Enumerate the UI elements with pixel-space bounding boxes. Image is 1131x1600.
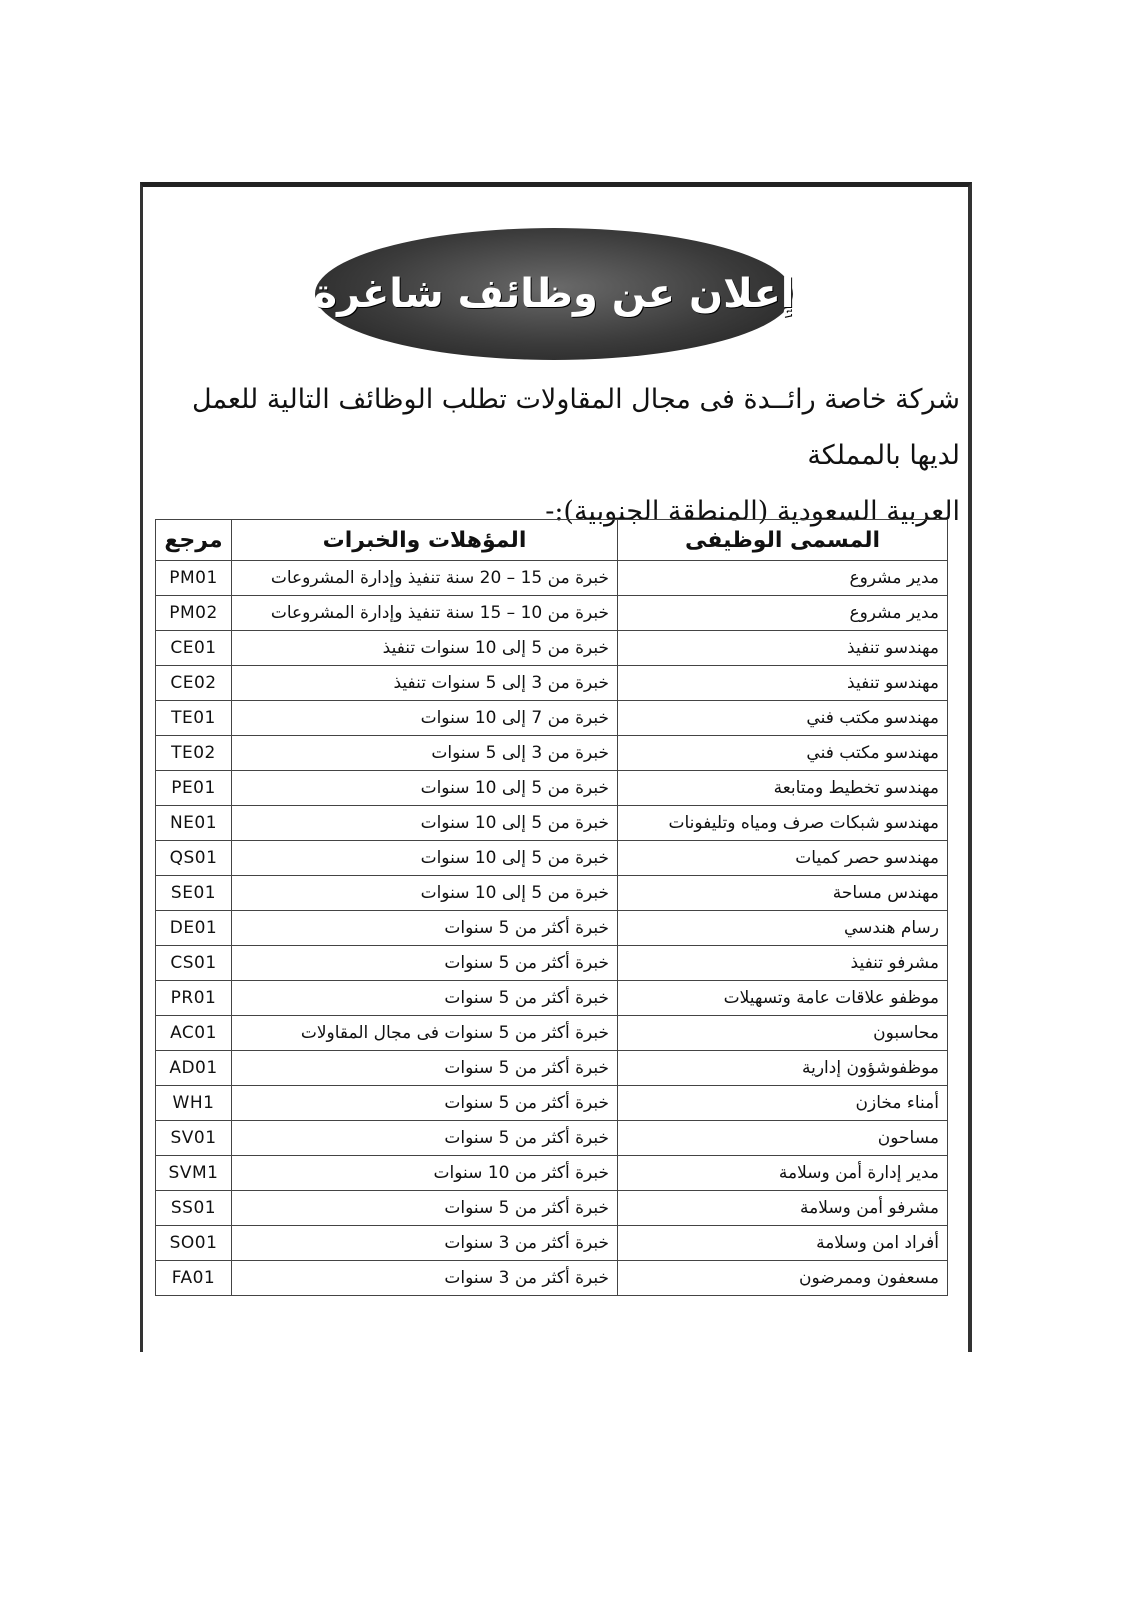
job-title-cell: مهندسو شبكات صرف ومياه وتليفونات [618, 806, 948, 841]
reference-cell: CS01 [156, 946, 232, 981]
job-title-cell: أمناء مخازن [618, 1086, 948, 1121]
qualifications-cell: خبرة أكثر من 10 سنوات [232, 1156, 618, 1191]
qualifications-cell: خبرة أكثر من 3 سنوات [232, 1261, 618, 1296]
reference-cell: SVM1 [156, 1156, 232, 1191]
job-title-cell: مهندسو حصر كميات [618, 841, 948, 876]
reference-cell: QS01 [156, 841, 232, 876]
job-title-cell: محاسبون [618, 1016, 948, 1051]
job-title-cell: مهندسو تنفيذ [618, 666, 948, 701]
table-row [156, 1226, 948, 1261]
reference-cell: NE01 [156, 806, 232, 841]
job-title-cell: موظفوشؤون إدارية [618, 1051, 948, 1086]
qualifications-cell: خبرة أكثر من 5 سنوات [232, 946, 618, 981]
qualifications-cell: خبرة من 5 إلى 10 سنوات تنفيذ [232, 631, 618, 666]
qualifications-cell: خبرة أكثر من 5 سنوات فى مجال المقاولات [232, 1016, 618, 1051]
table-row [156, 1261, 948, 1296]
reference-cell: SE01 [156, 876, 232, 911]
job-title-cell: مساحون [618, 1121, 948, 1156]
table-row [156, 1156, 948, 1191]
table-row [156, 1016, 948, 1051]
banner-title: إعلان عن وظائف شاغرة [313, 271, 795, 317]
job-title-cell: مهندسو مكتب فني [618, 701, 948, 736]
reference-cell: CE01 [156, 631, 232, 666]
reference-cell: PE01 [156, 771, 232, 806]
announcement-banner [315, 228, 793, 360]
job-title-cell: مدير إدارة أمن وسلامة [618, 1156, 948, 1191]
qualifications-cell: خبرة أكثر من 5 سنوات [232, 981, 618, 1016]
reference-cell: PR01 [156, 981, 232, 1016]
table-row [156, 981, 948, 1016]
qualifications-cell: خبرة من 5 إلى 10 سنوات [232, 806, 618, 841]
header-reference: مرجع [156, 520, 232, 561]
table-row [156, 771, 948, 806]
table-row [156, 1191, 948, 1226]
qualifications-cell: خبرة أكثر من 5 سنوات [232, 1191, 618, 1226]
table-row [156, 876, 948, 911]
table-row [156, 911, 948, 946]
job-title-cell: مدير مشروع [618, 561, 948, 596]
job-title-cell: مشرفو تنفيذ [618, 946, 948, 981]
job-title-cell: مهندسو مكتب فني [618, 736, 948, 771]
job-title-cell: رسام هندسي [618, 911, 948, 946]
table-row [156, 1121, 948, 1156]
qualifications-cell: خبرة أكثر من 3 سنوات [232, 1226, 618, 1261]
header-qualifications: المؤهلات والخبرات [232, 520, 618, 561]
table-row [156, 631, 948, 666]
table-row [156, 1086, 948, 1121]
qualifications-cell: خبرة أكثر من 5 سنوات [232, 911, 618, 946]
qualifications-cell: خبرة من 15 – 20 سنة تنفيذ وإدارة المشروعات [232, 561, 618, 596]
job-title-cell: مدير مشروع [618, 596, 948, 631]
qualifications-cell: خبرة من 5 إلى 10 سنوات [232, 771, 618, 806]
reference-cell: DE01 [156, 911, 232, 946]
intro-paragraph [170, 372, 960, 540]
qualifications-cell: خبرة أكثر من 5 سنوات [232, 1051, 618, 1086]
intro-line-1: شركة خاصة رائــدة فى مجال المقاولات تطلب الوظائف التالية للعمل لديها بالمملكة [192, 384, 960, 471]
qualifications-cell: خبرة أكثر من 5 سنوات [232, 1121, 618, 1156]
jobs-table-body [156, 561, 948, 1296]
table-header-row [156, 520, 948, 561]
reference-cell: CE02 [156, 666, 232, 701]
jobs-table [155, 519, 948, 1296]
table-row [156, 666, 948, 701]
table-row [156, 806, 948, 841]
reference-cell: SV01 [156, 1121, 232, 1156]
reference-cell: FA01 [156, 1261, 232, 1296]
table-row [156, 736, 948, 771]
table-row [156, 596, 948, 631]
qualifications-cell: خبرة أكثر من 5 سنوات [232, 1086, 618, 1121]
qualifications-cell: خبرة من 3 إلى 5 سنوات تنفيذ [232, 666, 618, 701]
reference-cell: SS01 [156, 1191, 232, 1226]
qualifications-cell: خبرة من 10 – 15 سنة تنفيذ وإدارة المشروعات [232, 596, 618, 631]
job-title-cell: أفراد امن وسلامة [618, 1226, 948, 1261]
table-row [156, 701, 948, 736]
reference-cell: PM01 [156, 561, 232, 596]
qualifications-cell: خبرة من 3 إلى 5 سنوات [232, 736, 618, 771]
reference-cell: SO01 [156, 1226, 232, 1261]
reference-cell: PM02 [156, 596, 232, 631]
qualifications-cell: خبرة من 5 إلى 10 سنوات [232, 876, 618, 911]
job-title-cell: مهندس مساحة [618, 876, 948, 911]
reference-cell: WH1 [156, 1086, 232, 1121]
job-title-cell: مهندسو تنفيذ [618, 631, 948, 666]
qualifications-cell: خبرة من 5 إلى 10 سنوات [232, 841, 618, 876]
reference-cell: TE01 [156, 701, 232, 736]
table-row [156, 841, 948, 876]
table-row [156, 946, 948, 981]
reference-cell: TE02 [156, 736, 232, 771]
job-title-cell: موظفو علاقات عامة وتسهيلات [618, 981, 948, 1016]
reference-cell: AC01 [156, 1016, 232, 1051]
table-row [156, 561, 948, 596]
job-title-cell: مهندسو تخطيط ومتابعة [618, 771, 948, 806]
job-title-cell: مشرفو أمن وسلامة [618, 1191, 948, 1226]
header-job-title: المسمى الوظيفى [618, 520, 948, 561]
reference-cell: AD01 [156, 1051, 232, 1086]
intro-line-2: العربية السعودية (المنطقة الجنوبية):- [545, 496, 960, 527]
table-row [156, 1051, 948, 1086]
job-title-cell: مسعفون وممرضون [618, 1261, 948, 1296]
qualifications-cell: خبرة من 7 إلى 10 سنوات [232, 701, 618, 736]
